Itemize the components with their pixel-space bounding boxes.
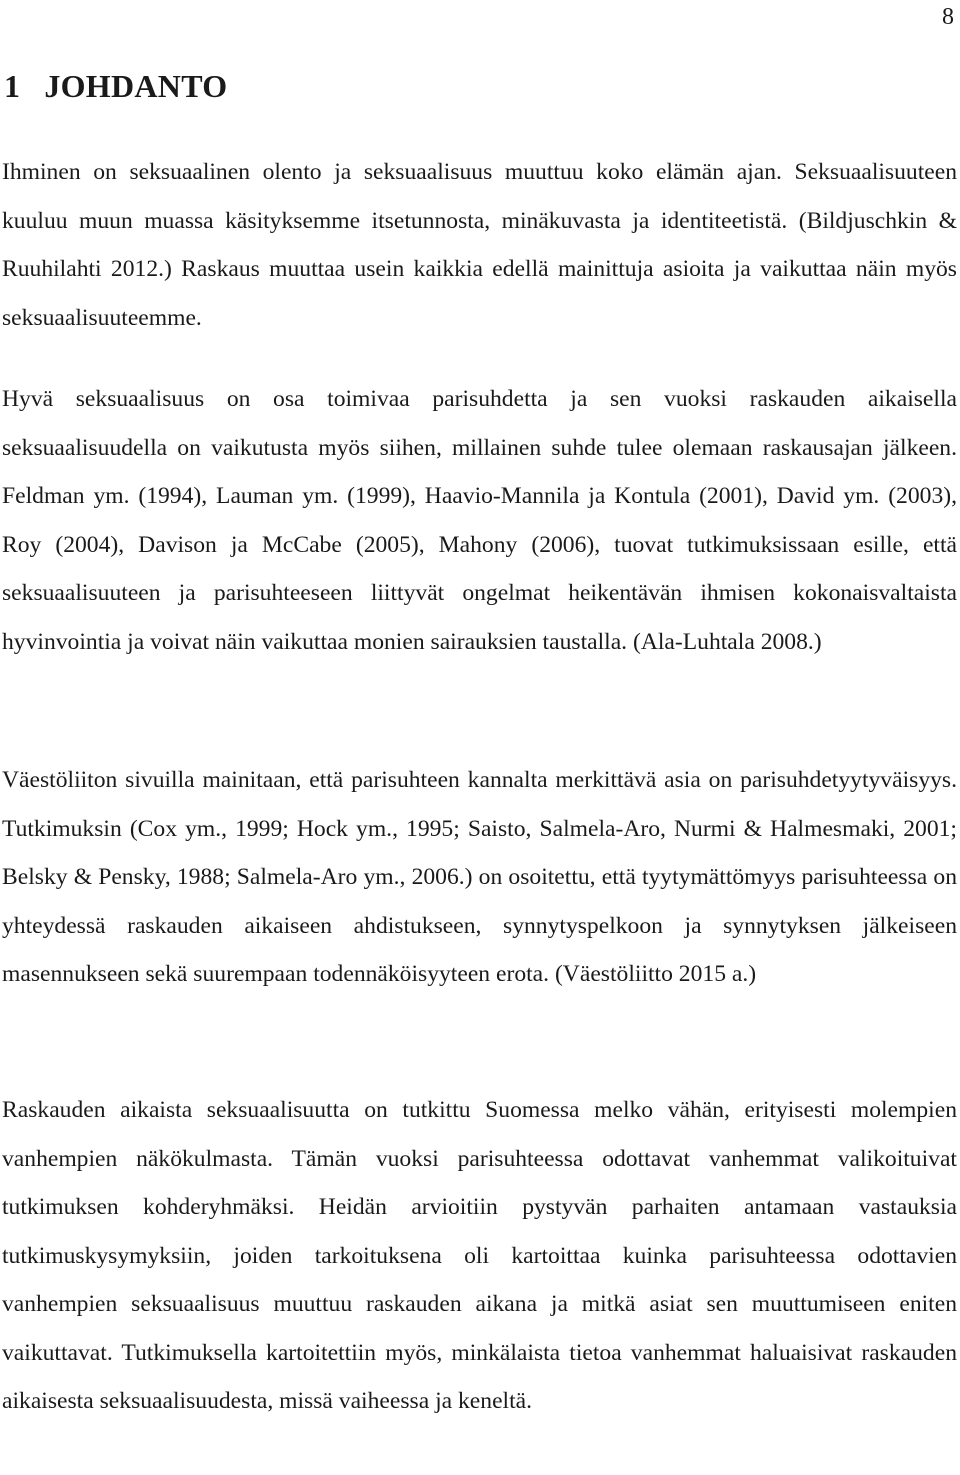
chapter-title: JOHDANTO xyxy=(44,68,228,104)
paragraph-relationship: Hyvä seksuaalisuus on osa toimivaa parisuhdetta ja sen vuoksi raskauden aikaisella seksuaalisuudella on vaikutusta myös siihen, millainen suhde tulee olemaan raskausajan jälkeen. Feldman ym. (1994), Lauman ym. (1999), Haavio-Mannila ja Kontula (2001), David ym. (2003), Roy (2004), Davison ja McCabe (2005), Mahony (2006), tuovat tutkimuksissaan esille, että seksuaalisuuteen ja parisuhteeseen liittyvät ongelmat heikentävän ihmisen kokonaisvaltaista hyvinvointia ja voivat näin vaikuttaa monien sairauksien taustalla. (Ala-Luhtala 2008.) xyxy=(2,386,957,655)
page-number: 8 xyxy=(942,4,954,30)
paragraph-satisfaction: Väestöliiton sivuilla mainitaan, että parisuhteen kannalta merkittävä asia on parisuhdetyytyväisyys. Tutkimuksin (Cox ym., 1999; Hock ym., 1995; Saisto, Salmela-Aro, Nurmi & Halmesmaki, 2001; Belsky & Pensky, 1988; Salmela-Aro ym., 2006.) on osoitettu, että tyytymättömyys parisuhteessa on yhteydessä raskauden aikaiseen ahdistukseen, synnytyspelkoon ja synnytyksen jälkeiseen masennukseen sekä suurempaan todennäköisyyteen erota. (Väestöliitto 2015 a.) xyxy=(2,767,957,987)
chapter-heading xyxy=(4,66,227,106)
paragraph-intro: Ihminen on seksuaalinen olento ja seksuaalisuus muuttuu koko elämän ajan. Seksuaalisuuteen kuuluu muun muassa käsityksemme itsetunnosta, minäkuvasta ja identiteetistä. (Bildjuschkin & Ruuhilahti 2012.) Raskaus muuttaa usein kaikkia edellä mainittuja asioita ja vaikuttaa näin myös seksuaalisuuteemme. xyxy=(2,159,957,331)
chapter-number: 1 xyxy=(4,68,21,104)
paragraph-research-aim: Raskauden aikaista seksuaalisuutta on tutkittu Suomessa melko vähän, erityisesti molempien vanhempien näkökulmasta. Tämän vuoksi parisuhteessa odottavat vanhemmat valikoituivat tutkimuksen kohderyhmäksi. Heidän arvioitiin pystyvän parhaiten antamaan vastauksia tutkimuskysymyksiin, joiden tarkoituksena oli kartoittaa kuinka parisuhteessa odottavien vanhempien seksuaalisuus muuttuu raskauden aikana ja mitkä asiat sen muuttumiseen eniten vaikuttavat. Tutkimuksella kartoitettiin myös, minkälaista tietoa vanhemmat haluaisivat raskauden aikaisesta seksuaalisuudesta, missä vaiheessa ja keneltä. xyxy=(2,1097,957,1414)
